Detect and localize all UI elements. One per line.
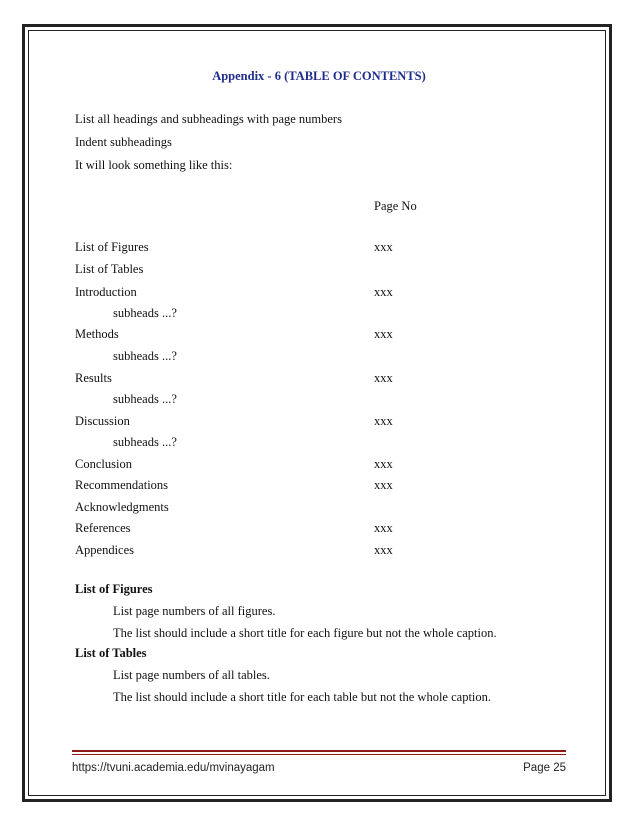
toc-page: xxx	[374, 478, 393, 492]
toc-page: xxx	[374, 457, 393, 471]
toc-page: xxx	[374, 285, 393, 299]
toc-entry: Introduction	[75, 285, 137, 299]
toc-entry: List of Tables	[75, 262, 144, 276]
toc-subentry: subheads ...?	[113, 306, 177, 320]
section-text: List page numbers of all figures.	[113, 604, 276, 618]
footer-url: https://tvuni.academia.edu/mvinayagam	[72, 762, 275, 774]
section-heading-figures: List of Figures	[75, 582, 153, 596]
section-heading-tables: List of Tables	[75, 646, 147, 660]
toc-entry: Recommendations	[75, 478, 169, 492]
toc-entry: Results	[75, 371, 112, 385]
intro-line: Indent subheadings	[75, 135, 172, 149]
toc-subentry: subheads ...?	[113, 392, 177, 406]
section-text: The list should include a short title for each table but not the whole caption.	[113, 690, 492, 704]
toc-subentry: subheads ...?	[113, 435, 177, 449]
toc-entry: Acknowledgments	[75, 500, 169, 514]
toc-subentry: subheads ...?	[113, 349, 177, 363]
toc-page: xxx	[374, 414, 393, 428]
intro-line: It will look something like this:	[75, 158, 233, 172]
page-title: Appendix - 6 (TABLE OF CONTENTS)	[212, 69, 426, 83]
toc-page: xxx	[374, 327, 393, 341]
page-no-header: Page No	[374, 199, 417, 213]
section-text: The list should include a short title for each figure but not the whole caption.	[113, 626, 497, 640]
toc-entry: Discussion	[75, 414, 130, 428]
toc-entry: List of Figures	[75, 240, 149, 254]
section-text: List page numbers of all tables.	[113, 668, 270, 682]
toc-page: xxx	[374, 543, 393, 557]
footer-rule	[72, 750, 566, 752]
footer-page-number: Page 25	[523, 762, 566, 774]
intro-line: List all headings and subheadings with page numbers	[75, 112, 342, 126]
toc-entry: Methods	[75, 327, 119, 341]
toc-entry: Conclusion	[75, 457, 132, 471]
toc-entry: References	[75, 521, 131, 535]
toc-page: xxx	[374, 240, 393, 254]
footer-rule	[72, 754, 566, 755]
toc-entry: Appendices	[75, 543, 135, 557]
toc-page: xxx	[374, 371, 393, 385]
toc-page: xxx	[374, 521, 393, 535]
